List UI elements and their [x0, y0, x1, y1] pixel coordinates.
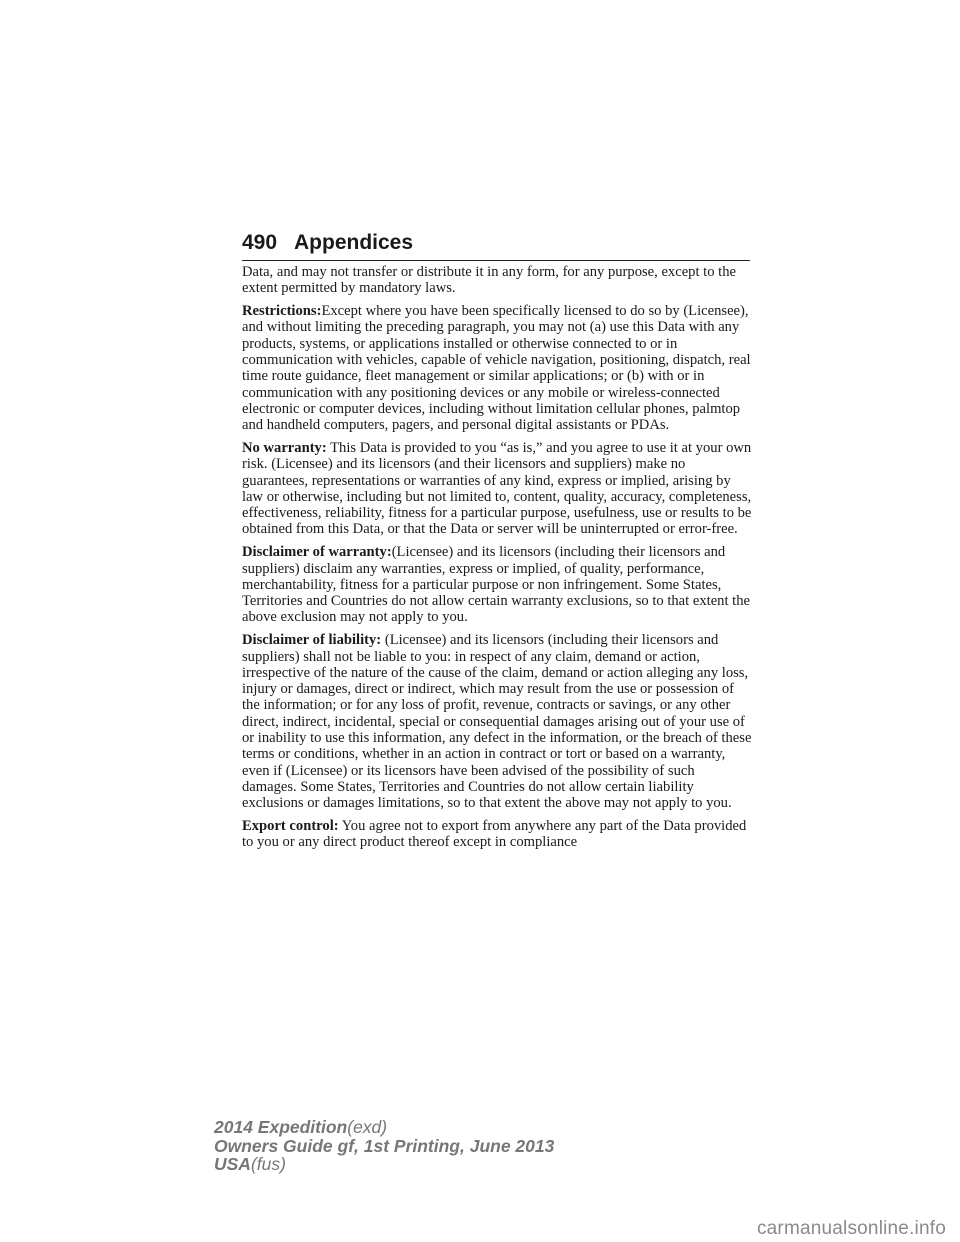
paragraph-text: This Data is provided to you “as is,” and you agree to use it at your own risk. (Licensee) and its licensors (and their licensors and suppliers) make no guarantees, representations or warranties of any kind, express or implied, arising by law or otherwise, including but not limited to, content, quality, accuracy, completeness, effectiveness, reliability, fitness for a particular purpose, usefulness, use or results to be obtained from this Data, or that the Data or server will be uninterrupted or error-free. — [242, 439, 752, 538]
footer-printing: Owners Guide gf, 1st Printing, June 2013 — [214, 1135, 555, 1156]
section-title: Appendices — [294, 231, 414, 254]
footer-market: USA — [214, 1154, 251, 1174]
paragraph-text: Except where you have been specifically licensed to do so by (Licensee), and without limiting the preceding paragraph, you may not (a) use this Data with any products, systems, or applications installed or otherwise connected to or in communication with vehicles, capable of vehicle navigation, positioning, dispatch, real time route guidance, fleet management or similar applications; or (b) with or in communication with any positioning devices or any mobile or wireless-connected electronic or computer devices, including without limitation cellular phones, palmtop and handheld computers, pagers, and personal digital assistants or PDAs. — [242, 303, 751, 434]
term-no-warranty: No warranty: — [242, 439, 327, 456]
paragraph-text: Data, and may not transfer or distribute it in any form, for any purpose, except to the extent permitted by mandatory laws. — [242, 264, 737, 297]
footer-line-model — [214, 1118, 554, 1137]
term-disclaimer-of-warranty: Disclaimer of warranty: — [242, 544, 392, 561]
page-header — [242, 230, 750, 261]
footer-model: 2014 Expedition — [214, 1117, 348, 1137]
paragraph-continuation — [242, 264, 752, 297]
footer-model-code: (exd) — [347, 1117, 388, 1137]
footer-line-market — [214, 1155, 554, 1174]
watermark-text: carmanualsonline.info — [756, 1218, 946, 1239]
term-disclaimer-of-liability: Disclaimer of liability: — [242, 632, 382, 649]
paragraph-text: You agree not to export from anywhere any part of the Data provided to you or any direct product thereof except in compliance — [242, 818, 747, 851]
paragraph-restrictions — [242, 303, 752, 433]
paragraph-disclaimer-of-liability — [242, 632, 752, 811]
paragraph-disclaimer-of-warranty — [242, 544, 752, 625]
footer-market-code: (fus) — [250, 1154, 286, 1174]
document-footer — [214, 1118, 554, 1174]
term-restrictions: Restrictions: — [242, 303, 322, 320]
paragraph-text: (Licensee) and its licensors (including their licensors and suppliers) shall not be liable to you: in respect of any claim, demand or action, irrespective of the nature of the cause of the claim, demand or action alleging any loss, injury or damages, direct or indirect, which may result from the use or possession of the information; or for any loss of profit, revenue, contracts or savings, or any other direct, indirect, incidental, special or consequential damages arising out of your use of or inability to use this information, any defect in the information, or the breach of these terms or conditions, whether in an action in contract or tort or based on a warranty, even if (Licensee) or its licensors have been advised of the possibility of such damages. Some States, Territories and Countries do not allow certain liability exclusions or damages limitations, so to that extent the above may not apply to you. — [242, 632, 752, 812]
term-export-control: Export control: — [242, 818, 339, 834]
paragraph-text: (Licensee) and its licensors (including their licensors and suppliers) disclaim any warranties, express or implied, of quality, performance, merchantability, fitness for a particular purpose or non infringement. Some States, Territories and Countries do not allow certain warranty exclusions, so to that extent the above exclusion may not apply to you. — [242, 544, 751, 626]
paragraph-export-control — [242, 818, 752, 851]
body-text — [242, 264, 752, 857]
page-number: 490 — [242, 231, 278, 254]
paragraph-no-warranty — [242, 440, 752, 538]
